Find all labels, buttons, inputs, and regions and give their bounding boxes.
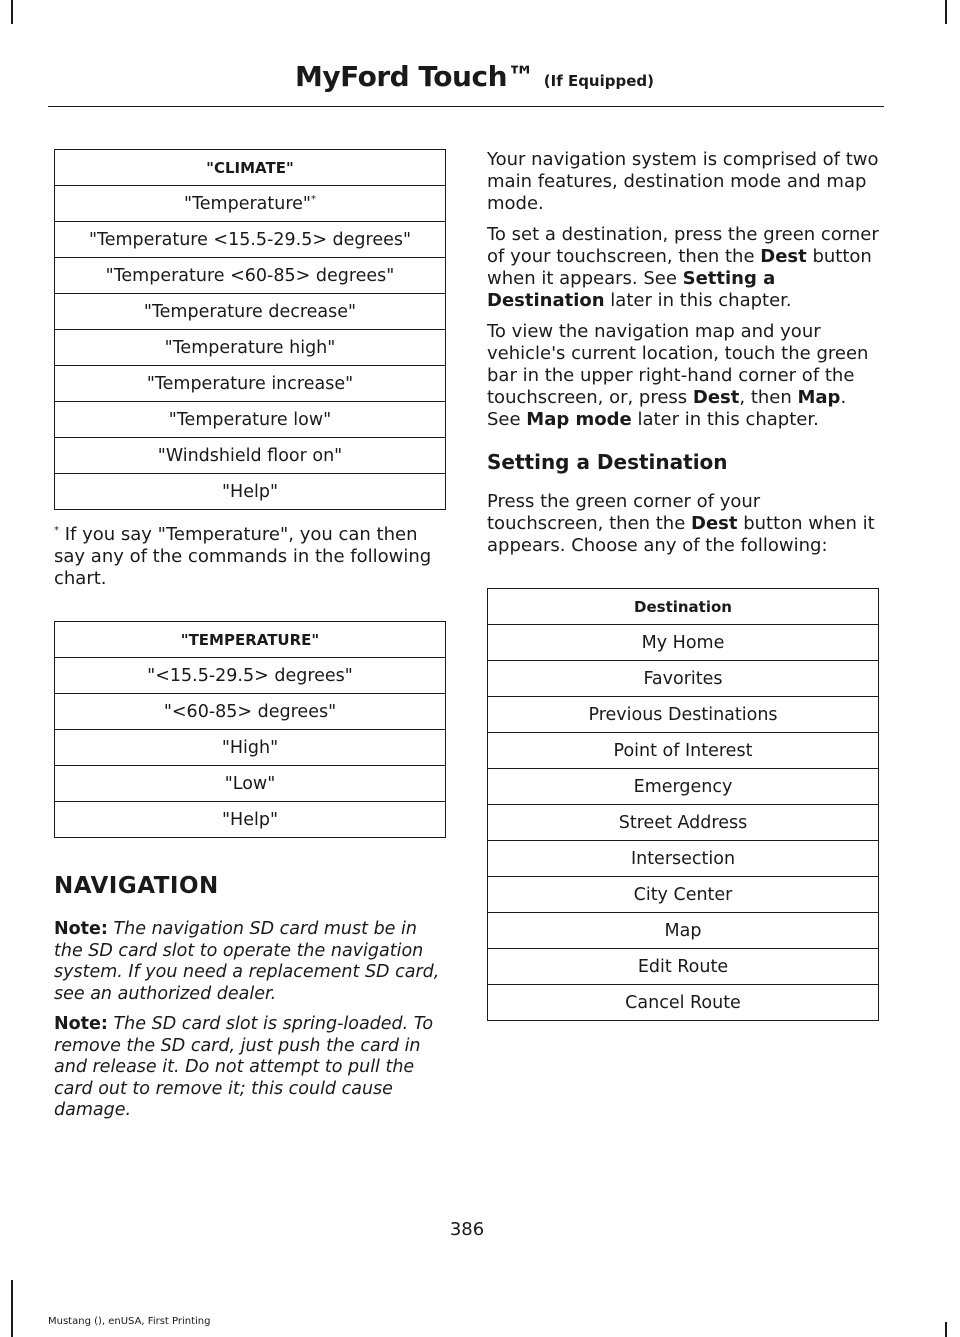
footer-printing-info: Mustang (), enUSA, First Printing bbox=[48, 1316, 211, 1327]
table-row: "<15.5-29.5> degrees" bbox=[55, 658, 446, 694]
table-row: Street Address bbox=[488, 805, 879, 841]
header-subtitle: (If Equipped) bbox=[543, 72, 654, 90]
note-sd-slot: Note: The SD card slot is spring-loaded. To remove the SD card, just push the card in and release it. Do not attempt to pull the card out to remove it; this could cause damage. bbox=[54, 1014, 434, 1120]
note-sd-card: Note: The navigation SD card must be in the SD card slot to operate the navigation system. If you need a replacement SD card, see an authorized dealer. bbox=[54, 919, 440, 1004]
table-row: My Home bbox=[488, 625, 879, 661]
left-column bbox=[54, 149, 446, 1122]
setting-destination-heading: Setting a Destination bbox=[487, 450, 728, 474]
crop-mark bbox=[11, 1280, 13, 1337]
paragraph-view-map: To view the navigation map and your vehicle's current location, touch the green bar in the upper right-hand corner of the touchscreen, or, press Dest, then Map. See Map mode later in this chapter. bbox=[487, 321, 869, 430]
destination-table bbox=[487, 588, 879, 1021]
destination-table-header: Destination bbox=[488, 589, 879, 625]
temperature-table bbox=[54, 621, 446, 838]
crop-mark bbox=[11, 0, 13, 24]
header-rule bbox=[48, 106, 884, 107]
table-row: "Windshield floor on" bbox=[55, 438, 446, 474]
table-row: "Temperature high" bbox=[55, 330, 446, 366]
table-row: Cancel Route bbox=[488, 985, 879, 1021]
table-row: Point of Interest bbox=[488, 733, 879, 769]
table-row: "Help" bbox=[55, 474, 446, 510]
page-number: 386 bbox=[449, 1219, 485, 1240]
crop-mark bbox=[945, 0, 947, 24]
table-row: Map bbox=[488, 913, 879, 949]
table-row: "Temperature low" bbox=[55, 402, 446, 438]
crop-mark bbox=[945, 1322, 947, 1337]
paragraph-choose: Press the green corner of your touchscreen, then the Dest button when it appears. Choose any of the following: bbox=[487, 491, 875, 556]
table-row: Emergency bbox=[488, 769, 879, 805]
table-row: "Low" bbox=[55, 766, 446, 802]
temperature-table-header: "TEMPERATURE" bbox=[55, 622, 446, 658]
footnote: * If you say "Temperature", you can then say any of the commands in the following chart. bbox=[54, 524, 432, 589]
table-row: Edit Route bbox=[488, 949, 879, 985]
table-row: "Temperature decrease" bbox=[55, 294, 446, 330]
header-title-text: MyFord Touch™ bbox=[294, 60, 535, 93]
table-row: Favorites bbox=[488, 661, 879, 697]
page-header-title bbox=[295, 60, 654, 93]
right-column bbox=[487, 149, 879, 1021]
climate-table bbox=[54, 149, 446, 510]
table-row: City Center bbox=[488, 877, 879, 913]
table-row: Previous Destinations bbox=[488, 697, 879, 733]
table-row: "Temperature"* bbox=[55, 186, 446, 222]
table-row: "Temperature <15.5-29.5> degrees" bbox=[55, 222, 446, 258]
paragraph-intro: Your navigation system is comprised of two main features, destination mode and map mode. bbox=[487, 149, 879, 214]
climate-table-header: "CLIMATE" bbox=[55, 150, 446, 186]
table-row: "Temperature <60-85> degrees" bbox=[55, 258, 446, 294]
navigation-heading: NAVIGATION bbox=[54, 873, 219, 899]
table-row: "High" bbox=[55, 730, 446, 766]
paragraph-set-destination: To set a destination, press the green corner of your touchscreen, then the Dest button when it appears. See Setting a Destination later in this chapter. bbox=[487, 224, 879, 311]
table-row: "Help" bbox=[55, 802, 446, 838]
table-row: Intersection bbox=[488, 841, 879, 877]
table-row: "<60-85> degrees" bbox=[55, 694, 446, 730]
table-row: "Temperature increase" bbox=[55, 366, 446, 402]
